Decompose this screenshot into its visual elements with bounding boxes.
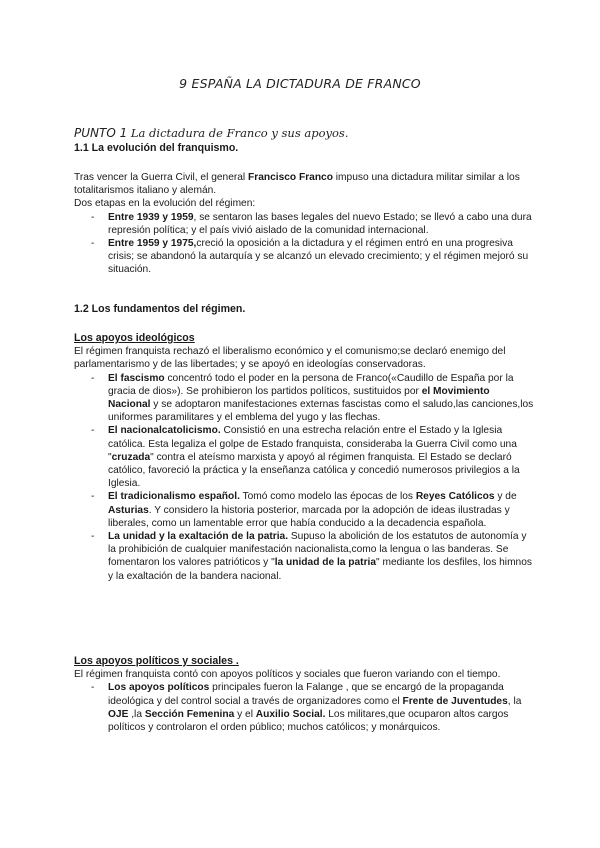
section-1-2-heading: 1.2 Los fundamentos del régimen. — [74, 303, 246, 315]
list-item: - El nacionalcatolicismo. Consistió en una estrecha relación entre el Estado y la Iglesia católica. Esta legaliza el golpe de Estado franquista, consideraba la Guerra Civil como una "cruzada" contra el ateísmo marxista y apoyó al régimen franquista. El Estado se declaró católico, favoreció la práctica y la enseñanza católica y concedió numerosos privilegios a la Iglesia. — [74, 424, 534, 490]
ideologicos-intro: El régimen franquista rechazó el liberalismo económico y el comunismo;se declaró enemigo del parlamentarismo y de las libertades; y se apoyó en ideologías conservadoras. — [74, 346, 506, 371]
section-1-1-heading: 1.1 La evolución del franquismo. — [74, 142, 239, 154]
list-item: - Los apoyos políticos principales fueron la Falange , que se encargó de la propaganda ideológica y del control social a través de organizadores como el Frente de Juventudes, la OJE ,la Sección Femenina y el Auxilio Social. Los militares,que ocuparon altos cargos políticos y controlaron el orden público; muchos católicos; y monárquicos. — [74, 681, 534, 734]
list-item: - Entre 1939 y 1959, se sentaron las bases legales del nuevo Estado; se llevó a cabo una dura represión política; y el país vivió aislado de la comunidad internacional. — [74, 211, 534, 237]
stages-list — [74, 211, 534, 277]
subheading-ideologicos: Los apoyos ideológicos — [74, 332, 195, 344]
intro-paragraph: Tras vencer la Guerra Civil, el general Francisco Franco impuso una dictadura militar similar a los totalitarismos italiano y alemán. — [74, 172, 520, 197]
punto-text: La dictadura de Franco y sus apoyos. — [130, 126, 349, 140]
document-title: 9 ESPAÑA LA DICTADURA DE FRANCO — [179, 76, 421, 91]
list-item: - Entre 1959 y 1975,creció la oposición a la dictadura y el régimen entró en una progresiva crisis; se abandonó la autarquía y se alcanzó un elevado crecimiento; y el régimen mejoró su situación. — [74, 237, 534, 277]
punto-label: PUNTO 1 — [74, 126, 128, 140]
list-item: - La unidad y la exaltación de la patria. Supuso la abolición de los estatutos de autonomía y la prohibición de cualquier manifestación nacionalista,como la lengua o las banderas. Se fomentaron los valores patrióticos y "la unidad de la patria" mediante los desfiles, los himnos y la exaltación de la bandera nacional. — [74, 530, 534, 583]
ideologicos-list — [74, 372, 534, 583]
subheading-politicos: Los apoyos políticos y sociales . — [74, 655, 239, 667]
stages-line: Dos etapas en la evolución del régimen: — [74, 198, 256, 210]
politicos-intro: El régimen franquista contó con apoyos políticos y sociales que fueron variando con el tiempo. — [74, 669, 501, 681]
politicos-list — [74, 681, 534, 734]
section-1-1-body — [74, 171, 534, 277]
list-item: - El tradicionalismo español. Tomó como modelo las épocas de los Reyes Católicos y de Asturias. Y considero la historia posterior, marcada por la adopción de ideas ilustradas y liberales, como un lamentable error que había conducido a la decadencia española. — [74, 490, 534, 530]
punto-heading — [74, 126, 349, 140]
list-item: - El fascismo concentró todo el poder en la persona de Franco(«Caudillo de España por la gracia de dios»). Se prohibieron los partidos políticos, sustituidos por el Movimiento Nacional y se adoptaron manifestaciones externas fascistas como el saludo,las canciones,los uniformes paramilitares y el emblema del yugo y las flechas. — [74, 372, 534, 425]
apoyos-ideologicos — [74, 332, 534, 583]
apoyos-politicos-sociales — [74, 655, 534, 734]
